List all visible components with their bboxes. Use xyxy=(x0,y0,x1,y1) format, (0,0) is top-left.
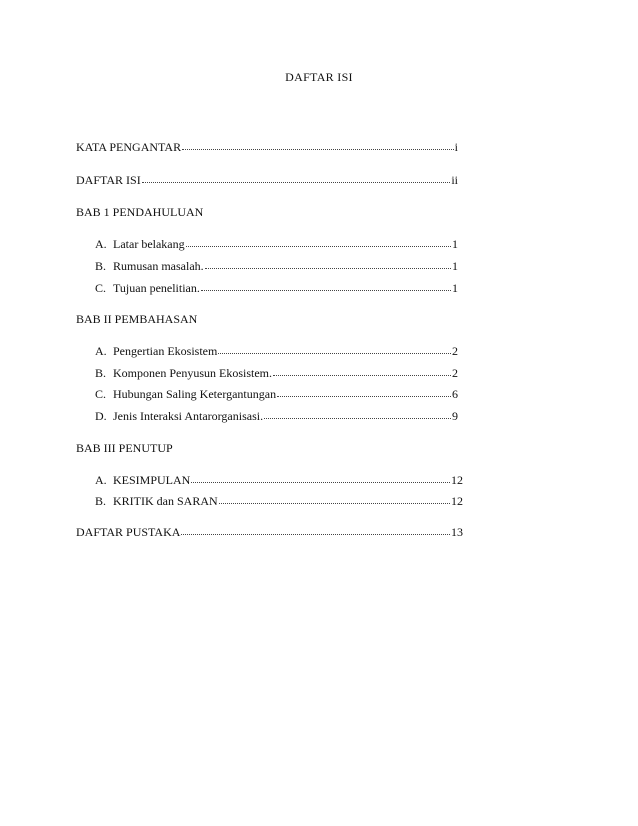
toc-page-number: ii xyxy=(451,173,458,187)
list-marker: B. xyxy=(95,494,107,508)
toc-page-number: 9 xyxy=(452,409,458,423)
leader-dots xyxy=(186,236,451,247)
toc-heading-bab2[interactable]: BAB II PEMBAHASAN xyxy=(76,312,198,326)
list-marker: C. xyxy=(95,387,107,401)
toc-page-number: 2 xyxy=(452,366,458,380)
toc-label: DAFTAR PUSTAKA xyxy=(76,525,181,539)
leader-dots xyxy=(142,172,451,183)
toc-page-number: 2 xyxy=(452,344,458,358)
leader-dots xyxy=(218,343,451,354)
toc-label: KRITIK dan SARAN xyxy=(113,494,218,508)
toc-page-number: 13 xyxy=(451,525,463,539)
toc-label: Pengertian Ekosistem xyxy=(113,344,218,358)
leader-dots xyxy=(273,365,451,376)
toc-label: KESIMPULAN xyxy=(113,473,191,487)
toc-label: Hubungan Saling Ketergantungan xyxy=(113,387,277,401)
toc-entry-rumusan-masalah[interactable] xyxy=(95,259,458,273)
toc-label: Latar belakang xyxy=(113,237,185,251)
toc-entry-daftar-pustaka[interactable] xyxy=(76,525,463,539)
toc-page-number: 12 xyxy=(451,494,463,508)
toc-page-number: i xyxy=(454,140,458,154)
toc-entry-komponen-penyusun[interactable] xyxy=(95,366,458,380)
leader-dots xyxy=(201,280,451,291)
leader-dots xyxy=(191,472,450,483)
toc-entry-kesimpulan[interactable] xyxy=(95,473,463,487)
toc-page-number: 1 xyxy=(452,259,458,273)
leader-dots xyxy=(277,386,451,397)
leader-dots xyxy=(264,408,451,419)
list-marker: C. xyxy=(95,281,107,295)
toc-heading-bab3[interactable]: BAB III PENUTUP xyxy=(76,441,173,455)
toc-label: Tujuan penelitian. xyxy=(113,281,200,295)
page-title: DAFTAR ISI xyxy=(285,70,353,84)
list-marker: B. xyxy=(95,259,107,273)
toc-label: Rumusan masalah. xyxy=(113,259,204,273)
toc-entry-daftar-isi[interactable] xyxy=(76,173,458,187)
toc-entry-kata-pengantar[interactable] xyxy=(76,140,458,154)
leader-dots xyxy=(205,258,451,269)
toc-label: KATA PENGANTAR xyxy=(76,140,182,154)
list-marker: A. xyxy=(95,237,107,251)
list-marker: A. xyxy=(95,473,107,487)
toc-entry-latar-belakang[interactable] xyxy=(95,237,458,251)
toc-page-number: 1 xyxy=(452,281,458,295)
list-marker: D. xyxy=(95,409,107,423)
leader-dots xyxy=(219,493,450,504)
toc-entry-hubungan-saling[interactable] xyxy=(95,387,458,401)
toc-entry-tujuan-penelitian[interactable] xyxy=(95,281,458,295)
toc-entry-kritik-saran[interactable] xyxy=(95,494,463,508)
toc-page-number: 6 xyxy=(452,387,458,401)
toc-label: Komponen Penyusun Ekosistem. xyxy=(113,366,272,380)
toc-page-number: 12 xyxy=(451,473,463,487)
toc-label: DAFTAR ISI xyxy=(76,173,141,187)
leader-dots xyxy=(181,524,450,535)
leader-dots xyxy=(182,139,454,150)
list-marker: A. xyxy=(95,344,107,358)
toc-entry-pengertian-ekosistem[interactable] xyxy=(95,344,458,358)
toc-page-number: 1 xyxy=(452,237,458,251)
list-marker: B. xyxy=(95,366,107,380)
toc-heading-bab1[interactable]: BAB 1 PENDAHULUAN xyxy=(76,205,204,219)
toc-entry-jenis-interaksi[interactable] xyxy=(95,409,458,423)
toc-label: Jenis Interaksi Antarorganisasi. xyxy=(113,409,264,423)
